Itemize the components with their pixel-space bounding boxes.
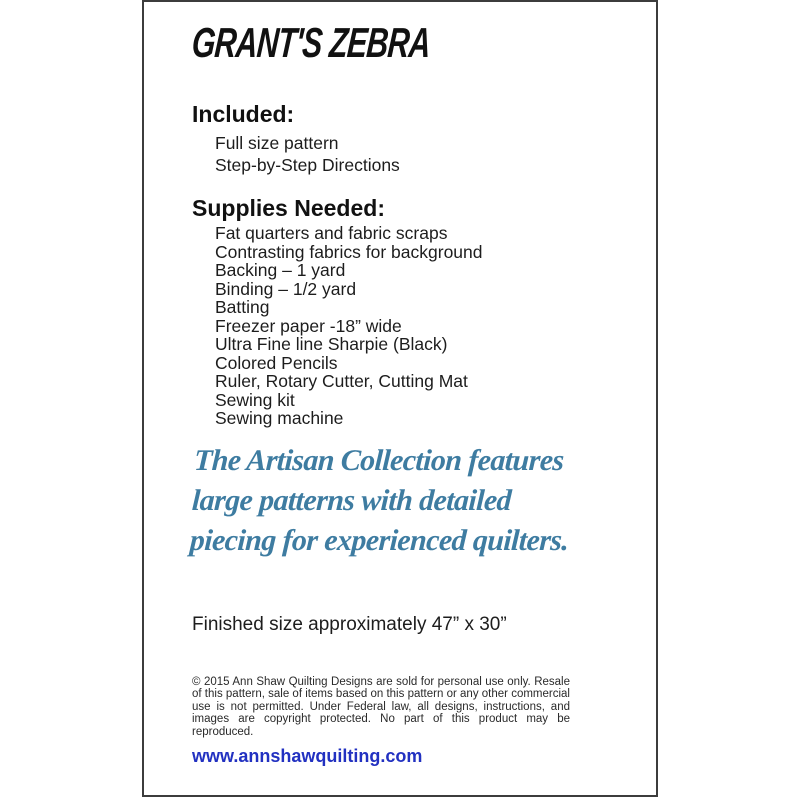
list-item: Backing – 1 yard bbox=[215, 260, 346, 280]
list-item: Freezer paper -18” wide bbox=[215, 315, 402, 336]
list-item: Colored Pencils bbox=[215, 352, 338, 373]
list-item: Batting bbox=[215, 297, 270, 317]
finished-size-text: Finished size approximately 47” x 30” bbox=[192, 613, 507, 635]
list-item: Full size pattern bbox=[215, 133, 339, 153]
list-item: Step-by-Step Directions bbox=[215, 155, 400, 175]
pattern-back-card bbox=[142, 0, 658, 797]
section-heading-included: Included: bbox=[192, 101, 295, 127]
page-title: GRANT'S ZEBRA bbox=[190, 19, 432, 66]
list-item: Ruler, Rotary Cutter, Cutting Mat bbox=[215, 371, 468, 391]
list-item: large patterns with detailed bbox=[191, 483, 512, 517]
website-link[interactable]: www.annshawquilting.com bbox=[192, 746, 423, 767]
list-item: The Artisan Collection features bbox=[193, 443, 565, 477]
list-item: Fat quarters and fabric scraps bbox=[215, 223, 448, 243]
section-heading-supplies: Supplies Needed: bbox=[192, 195, 385, 221]
list-item: Binding – 1/2 yard bbox=[215, 278, 357, 299]
included-list bbox=[215, 132, 636, 176]
supplies-list bbox=[215, 224, 636, 428]
list-item: Sewing machine bbox=[215, 408, 344, 428]
list-item: Ultra Fine line Sharpie (Black) bbox=[215, 334, 448, 354]
artisan-collection-tagline bbox=[189, 441, 639, 561]
copyright-text: © 2015 Ann Shaw Quilting Designs are sold for personal use only. Resale of this pattern, sale of items based on this pattern or any other commercial use is not permitted. Under Federal law, all designs, instructions, and images are copyright protected. No part of this product may be reproduced. bbox=[192, 675, 570, 738]
list-item: Contrasting fabrics for background bbox=[215, 241, 483, 262]
list-item: piecing for experienced quilters. bbox=[189, 523, 570, 557]
list-item: Sewing kit bbox=[215, 389, 295, 410]
